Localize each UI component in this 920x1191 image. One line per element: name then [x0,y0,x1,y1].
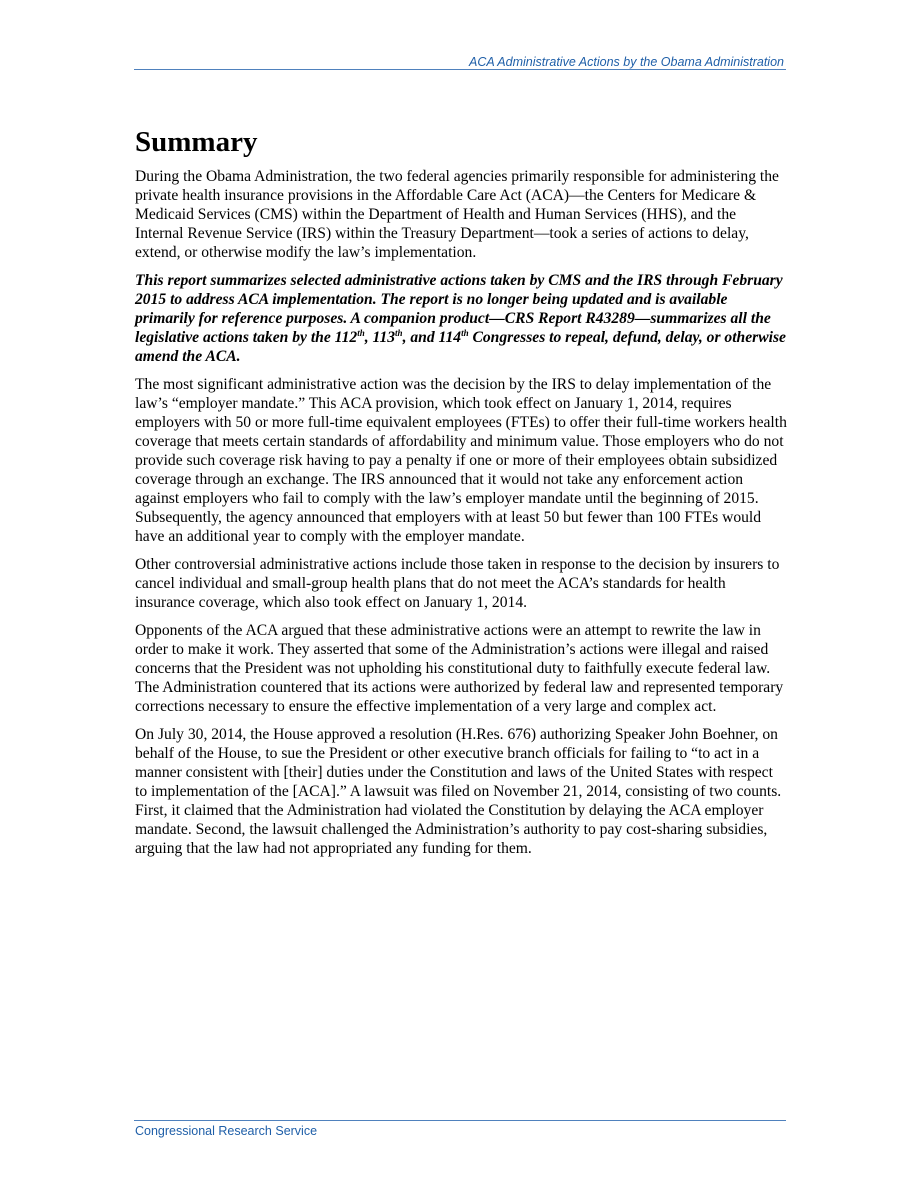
report-scope-text-a: This report summarizes selected administrative actions taken by CMS and the IRS through February 2015 to address ACA implementation. The report is no longer being updated and is available primarily for reference purposes. A companion product—CRS Report R43289—summarizes all the legislative actions taken by the 112 [135,272,783,346]
summary-section [135,122,787,867]
report-scope-text-d: Congresses to repeal, defund, delay, or otherwise amend the ACA. [135,329,786,365]
footer-organization: Congressional Research Service [135,1124,318,1138]
ordinal-suffix-114: th [461,327,469,338]
ordinal-suffix-113: th [395,327,403,338]
paragraph-employer-mandate: The most significant administrative action was the decision by the IRS to delay implementation of the law’s “employer mandate.” This ACA provision, which took effect on January 1, 2014, requires employers with 50 or more full-time equivalent employees (FTEs) to offer their full-time workers health coverage that meets certain standards of affordability and minimum value. Those employers who do not provide such coverage risk having to pay a penalty if one or more of their employees obtain subsidized coverage through an exchange. The IRS announced that it would not take any enforcement action against employers who fail to comply with the law’s employer mandate until the beginning of 2015. Subsequently, the agency announced that employers with at least 50 but fewer than 100 FTEs would have an additional year to comply with the employer mandate. [135,376,787,545]
running-footer [134,1120,786,1138]
running-header-title: ACA Administrative Actions by the Obama Administration [469,55,784,69]
section-heading: Summary [135,126,258,158]
report-scope-text-b: , 113 [364,329,396,346]
paragraph-report-scope [135,271,787,366]
paragraph-agencies: During the Obama Administration, the two federal agencies primarily responsible for administering the private health insurance provisions in the Affordable Care Act (ACA)—the Centers for Medicare & Medicaid Services (CMS) within the Department of Health and Human Services (HHS), and the Internal Revenue Service (IRS) within the Treasury Department—took a series of actions to delay, extend, or otherwise modify the law’s implementation. [135,168,779,261]
running-header [134,54,786,70]
paragraph-lawsuit: On July 30, 2014, the House approved a resolution (H.Res. 676) authorizing Speaker John Boehner, on behalf of the House, to sue the President or other executive branch officials for failing to “to act in a manner consistent with [their] duties under the Constitution and laws of the United States with respect to implementation of the [ACA].” A lawsuit was filed on November 21, 2014, consisting of two counts. First, it claimed that the Administration had violated the Constitution by delaying the ACA employer mandate. Second, the lawsuit challenged the Administration’s authority to pay cost-sharing subsidies, arguing that the law had not appropriated any funding for them. [135,726,782,857]
paragraph-opponents: Opponents of the ACA argued that these administrative actions were an attempt to rewrite the law in order to make it work. They asserted that some of the Administration’s actions were illegal and raised concerns that the President was not upholding his constitutional duty to faithfully execute federal law. The Administration countered that its actions were authorized by federal law and represented temporary corrections necessary to ensure the effective implementation of a very large and complex act. [135,622,784,715]
ordinal-suffix-112: th [357,327,365,338]
report-scope-text-c: , and 114 [402,329,462,346]
paragraph-plan-cancellations: Other controversial administrative actions include those taken in response to the decision by insurers to cancel individual and small-group health plans that do not meet the ACA’s standards for health insurance coverage, which also took effect on January 1, 2014. [135,556,780,611]
